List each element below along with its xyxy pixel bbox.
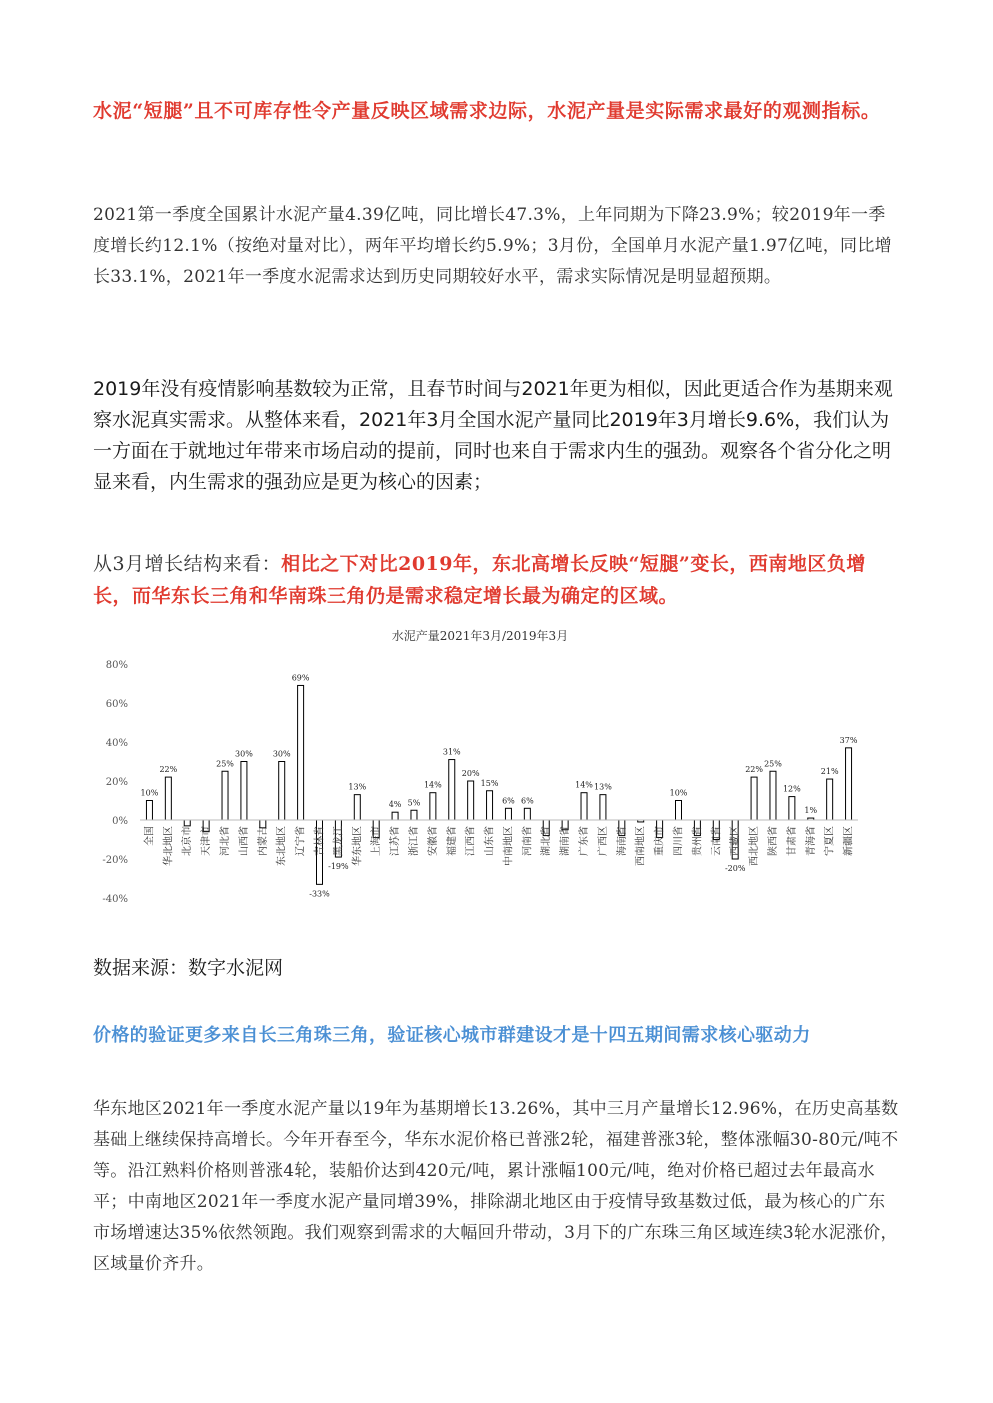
x-tick-label: 吉林省 xyxy=(314,826,326,856)
data-label: 13% xyxy=(348,782,367,792)
bar-安徽省 xyxy=(430,793,436,820)
x-tick-label: 山东省 xyxy=(484,826,496,856)
data-source-note: 数据来源：数字水泥网 xyxy=(93,957,284,979)
data-label: 30% xyxy=(272,749,291,759)
x-tick-label: 云南省 xyxy=(711,826,723,856)
bar-中南地区 xyxy=(505,808,511,820)
bar-山西省 xyxy=(241,762,247,821)
x-tick-label: 福建省 xyxy=(446,826,458,856)
data-label: 14% xyxy=(575,780,593,790)
bar-河北省 xyxy=(222,771,228,820)
data-label: 14% xyxy=(423,780,442,790)
data-label: -20% xyxy=(724,864,746,873)
paragraph-q1-production: 2021第一季度全国累计水泥产量4.39亿吨，同比增长47.3%，上年同期为下降23.9%；较2019年一季度增长约12.1%（按绝对量对比），两年平均增长约5.9%；3月份，全国单月水泥产量1.97亿吨，同比增长33.1%，2021年一季度水泥需求达到历史同期较好水平，需求实际情况是明显超预期。 xyxy=(93,205,892,287)
data-label: 30% xyxy=(235,749,253,759)
y-axis xyxy=(102,660,128,905)
bar-江苏省 xyxy=(392,812,398,820)
x-tick-label: 上海市 xyxy=(371,826,383,856)
paragraph-march-structure xyxy=(93,548,901,612)
bar-华东地区 xyxy=(354,795,360,820)
x-tick-label: 黑龙江 xyxy=(333,826,345,856)
data-label: 69% xyxy=(291,673,310,683)
data-label: 37% xyxy=(839,735,858,745)
bar-江西省 xyxy=(468,781,474,820)
bar-东北地区 xyxy=(279,762,285,821)
x-tick-label: 甘肃省 xyxy=(786,826,798,856)
bar-甘肃省 xyxy=(789,797,795,820)
x-tick-label: 东北地区 xyxy=(276,826,288,866)
x-tick-label: 山西省 xyxy=(238,826,250,856)
data-label: 15% xyxy=(480,778,499,788)
x-tick-label: 贵州省 xyxy=(692,826,704,856)
x-tick-label: 西南地区 xyxy=(635,826,647,866)
x-tick-label: 陕西省 xyxy=(767,826,779,856)
x-axis xyxy=(140,820,858,866)
data-label: 6% xyxy=(502,796,515,806)
y-tick-label: 0% xyxy=(112,816,128,827)
data-label: 13% xyxy=(594,782,612,792)
data-label: -33% xyxy=(309,889,330,899)
bar-浙江省 xyxy=(411,810,417,820)
x-tick-label: 辽宁省 xyxy=(295,826,307,856)
data-label: 21% xyxy=(820,767,839,777)
structure-highlight: 相比之下对比2019年，东北高增长反映“短腿”变长，西南地区负增长，而华东长三角和华南珠三角仍是需求稳定增长最为确定的区域。 xyxy=(93,553,866,607)
x-tick-label: 华北地区 xyxy=(163,826,175,866)
data-label: 25% xyxy=(216,759,234,769)
data-label: 12% xyxy=(782,784,801,794)
data-label: 5% xyxy=(407,798,421,808)
bar-广西区 xyxy=(600,795,606,820)
data-label: 25% xyxy=(764,759,782,769)
x-tick-label: 河南省 xyxy=(522,826,534,856)
data-label: -19% xyxy=(328,862,349,872)
bar-广东省 xyxy=(581,793,587,820)
x-tick-label: 河北省 xyxy=(220,826,232,856)
chart-title: 水泥产量2021年3月/2019年3月 xyxy=(391,629,569,643)
x-tick-label: 江苏省 xyxy=(390,826,402,856)
x-tick-label: 西北地区 xyxy=(749,826,761,866)
section-heading-cement-demand: 水泥“短腿”且不可库存性令产量反映区域需求边际，水泥产量是实际需求最好的观测指标。 xyxy=(93,100,881,122)
data-label: 1% xyxy=(804,806,818,816)
x-tick-label: 安徽省 xyxy=(427,826,439,856)
x-tick-label: 全国 xyxy=(144,826,156,846)
x-tick-label: 天津市 xyxy=(201,826,213,856)
section-heading-price-validation: 价格的验证更多来自长三角珠三角，验证核心城市群建设才是十四五期间需求核心驱动力 xyxy=(93,1025,811,1046)
x-tick-label: 湖北省 xyxy=(541,826,553,856)
data-label: 22% xyxy=(159,765,178,775)
bar-全国 xyxy=(146,801,152,821)
y-tick-label: 80% xyxy=(105,660,128,671)
paragraph-east-china-prices: 华东地区2021年一季度水泥产量以19年为基期增长13.26%，其中三月产量增长12.96%，在历史高基数基础上继续保持高增长。今年开春至今，华东水泥价格已普涨2轮，福建普涨3轮，整体涨幅30-80元/吨不等。沿江熟料价格则普涨4轮，装船价达到420元/吨，累计涨幅100元/吨，绝对价格已超过去年最高水平；中南地区2021年一季度水泥产量同增39%，排除湖北地区由于疫情导致基数过低，最为核心的广东市场增速达35%依然领跑。我们观察到需求的大幅回升带动，3月下的广东珠三角区域连续3轮水泥涨价，区域量价齐升。 xyxy=(93,1099,899,1274)
data-label: 4% xyxy=(388,800,402,810)
data-label: 31% xyxy=(442,747,461,757)
bar-华北地区 xyxy=(165,777,171,820)
x-tick-label: 湖南省 xyxy=(560,826,572,856)
y-tick-label: 40% xyxy=(105,738,128,749)
cement-production-bar-chart xyxy=(90,622,870,912)
data-label: 20% xyxy=(461,769,480,778)
bar-西北地区 xyxy=(751,777,757,820)
x-tick-label: 内蒙古 xyxy=(257,826,269,856)
bar-山东省 xyxy=(487,791,493,820)
data-label: 10% xyxy=(140,788,159,798)
bar-辽宁省 xyxy=(298,685,304,820)
y-tick-label: -20% xyxy=(102,855,128,866)
x-tick-label: 华东地区 xyxy=(352,826,364,866)
x-tick-label: 江西省 xyxy=(465,826,477,856)
paragraph-2019-baseline: 2019年没有疫情影响基数较为正常，且春节时间与2021年更为相似，因此更适合作为基期来观察水泥真实需求。从整体来看，2021年3月全国水泥产量同比2019年3月增长9.6%，我们认为一方面在于就地过年带来市场启动的提前，同时也来自于需求内生的强劲。观察各个省分化之明显来看，内生需求的强劲应是更为核心的因素； xyxy=(93,378,893,493)
data-label: 22% xyxy=(745,765,763,775)
y-tick-label: -40% xyxy=(102,894,128,905)
x-tick-label: 中南地区 xyxy=(503,826,515,866)
bar-北京市 xyxy=(184,820,190,826)
x-tick-label: 重庆市 xyxy=(654,826,666,856)
bar-河南省 xyxy=(524,808,530,820)
x-tick-label: 新疆区 xyxy=(843,826,855,856)
bar-宁夏区 xyxy=(827,779,833,820)
bar-新疆区 xyxy=(846,748,852,820)
y-tick-label: 60% xyxy=(105,699,128,710)
x-tick-label: 海南省 xyxy=(616,826,628,856)
bar-四川省 xyxy=(676,801,682,821)
x-tick-label: 四川省 xyxy=(673,826,685,856)
bar-陕西省 xyxy=(770,771,776,820)
x-tick-label: 青海省 xyxy=(805,826,817,856)
structure-prefix: 从3月增长结构来看： xyxy=(93,553,282,575)
bar-福建省 xyxy=(449,760,455,820)
x-tick-label: 广东省 xyxy=(579,826,591,856)
x-tick-label: 浙江省 xyxy=(408,826,420,856)
x-tick-label: 宁夏区 xyxy=(824,826,836,856)
y-tick-label: 20% xyxy=(105,777,128,788)
x-tick-label: 西藏区 xyxy=(730,826,742,856)
x-tick-label: 北京市 xyxy=(182,826,194,856)
data-label: 10% xyxy=(669,788,688,798)
x-tick-label: 广西区 xyxy=(597,826,609,856)
data-label: 6% xyxy=(520,796,534,806)
